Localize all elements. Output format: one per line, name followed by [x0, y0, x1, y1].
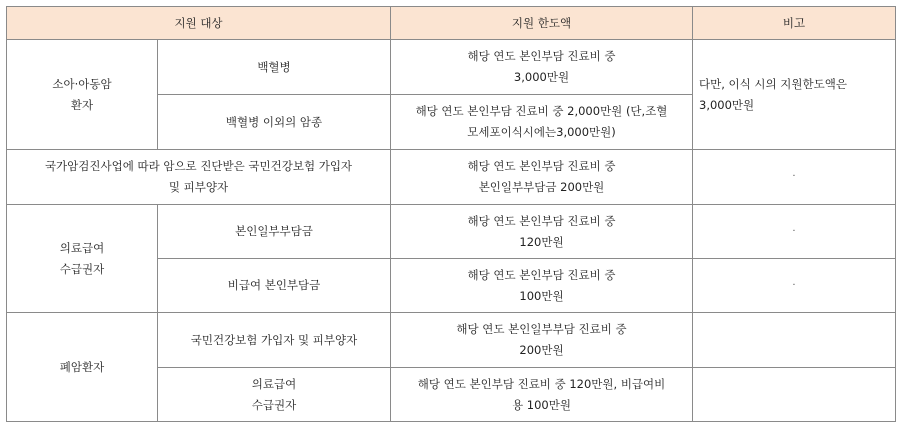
limit-medicaid-copay: 해당 연도 본인부담 진료비 중 120만원: [391, 205, 693, 259]
table-row: [7, 205, 896, 259]
table-row: [7, 40, 896, 95]
support-table-container: [6, 6, 896, 422]
remark-medicaid-copay: ·: [693, 205, 896, 259]
header-remark: 비고: [693, 7, 896, 40]
limit-national-screening: 해당 연도 본인부담 진료비 중 본인일부부담금 200만원: [391, 150, 693, 205]
table-row: [7, 313, 896, 368]
header-target: 지원 대상: [7, 7, 391, 40]
remark-lung-insured: [693, 313, 896, 368]
sub-medicaid-noncovered: 비급여 본인부담금: [158, 259, 391, 313]
table-row: [7, 150, 896, 205]
header-limit: 지원 한도액: [391, 7, 693, 40]
header-row: [7, 7, 896, 40]
remark-medicaid-noncovered: ·: [693, 259, 896, 313]
support-limit-table: [6, 6, 896, 422]
group-lung-cancer: 폐암환자: [7, 313, 158, 422]
remark-child: 다만, 이식 시의 지원한도액은 3,000만원: [693, 40, 896, 150]
remark-lung-medicaid: [693, 368, 896, 422]
limit-lung-medicaid: 해당 연도 본인부담 진료비 중 120만원, 비급여비 용 100만원: [391, 368, 693, 422]
sub-non-leukemia: 백혈병 이외의 암종: [158, 95, 391, 150]
limit-non-leukemia: 해당 연도 본인부담 진료비 중 2,000만원 (단,조혈 모세포이식시에는3,000만원): [391, 95, 693, 150]
group-medicaid: 의료급여 수급권자: [7, 205, 158, 313]
target-national-screening: 국가암검진사업에 따라 암으로 진단받은 국민건강보험 가입자 및 피부양자: [7, 150, 391, 205]
group-child-cancer: 소아·아동암 환자: [7, 40, 158, 150]
limit-leukemia: 해당 연도 본인부담 진료비 중 3,000만원: [391, 40, 693, 95]
sub-lung-insured: 국민건강보험 가입자 및 피부양자: [158, 313, 391, 368]
sub-medicaid-copay: 본인일부부담금: [158, 205, 391, 259]
limit-lung-insured: 해당 연도 본인일부부담 진료비 중 200만원: [391, 313, 693, 368]
limit-medicaid-noncovered: 해당 연도 본인부담 진료비 중 100만원: [391, 259, 693, 313]
remark-national-screening: ·: [693, 150, 896, 205]
sub-lung-medicaid: 의료급여 수급권자: [158, 368, 391, 422]
sub-leukemia: 백혈병: [158, 40, 391, 95]
